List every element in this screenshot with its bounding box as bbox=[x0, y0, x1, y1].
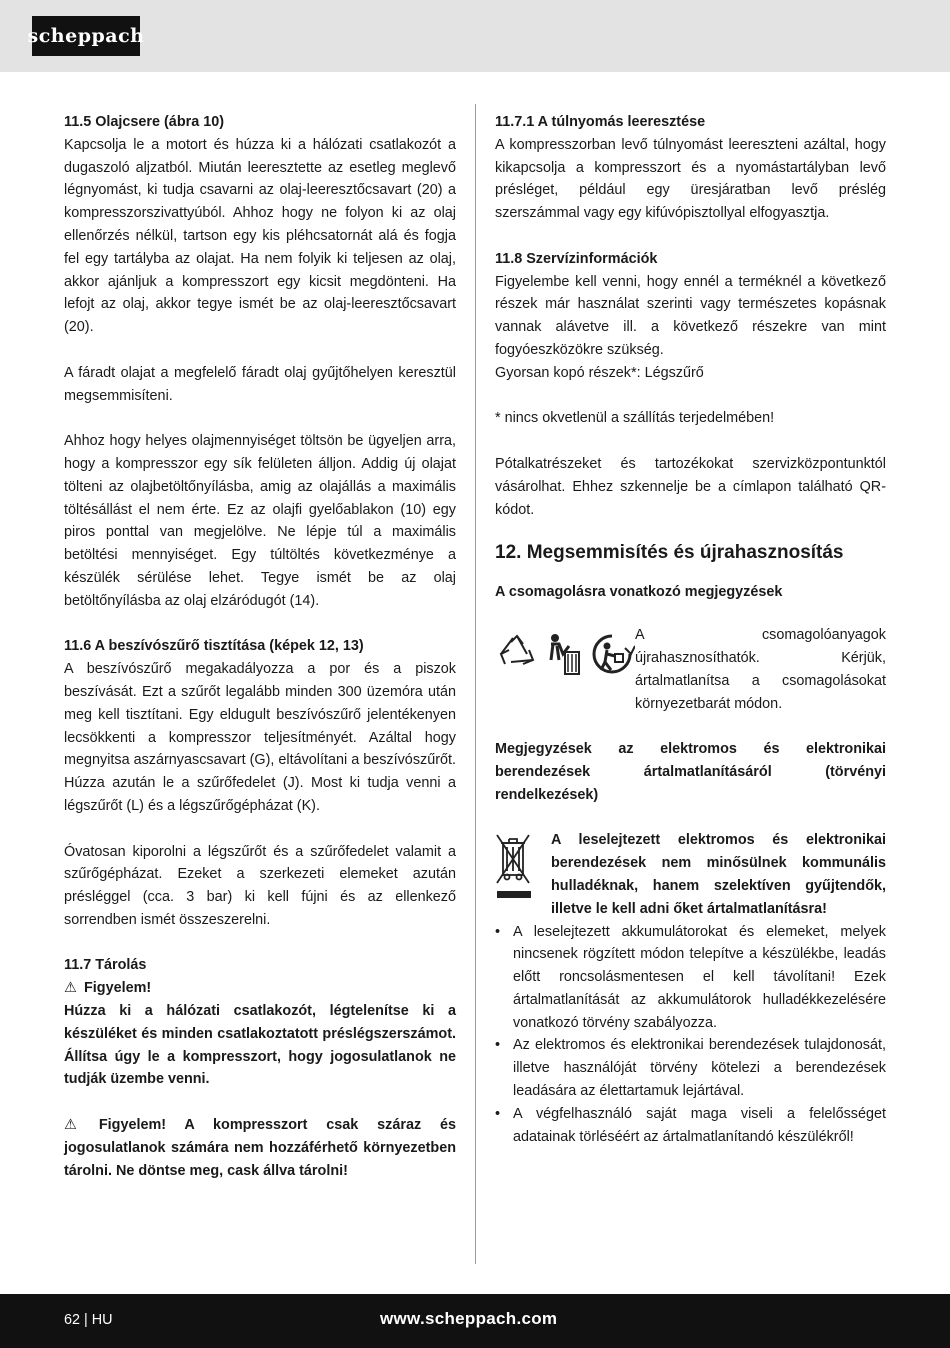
weee-text: A leselejtezett elektromos és elektronikai berendezések nem minősülnek kommunális hulladéknak, hanem szelektíven gyűjtendők, illetve le kell adni őket ártalmatlanításra! bbox=[551, 832, 886, 917]
recycle-icon bbox=[495, 632, 539, 676]
wear-parts-text: Gyorsan kopó részek*: Légszűrő bbox=[495, 364, 704, 381]
website-link[interactable]: www.scheppach.com bbox=[380, 1309, 558, 1328]
packaging-row bbox=[495, 624, 886, 715]
intake-filter-text: A beszívószűrő megakadályozza a por és a piszok beszívását. Ezt a szűrőt legalább minden 300 üzemóra után meg kell tisztítani. Egy eldugult beszívószűrő jelentékenyen lecsökkenti a kompresszor teljesítményét. Azáltal hogy megnyitsa aszárnyascsavart (G), eltávolítani a beszívószűrőt. Húzza azután le a szűrőfedelet (J). Most ki tudja venni a légszűrőt (L) és a légszűrőgépházat (K). bbox=[64, 661, 456, 814]
packaging-text: A csomagolóanyagok újrahasznosíthatók. Kérjük, ártalmatlanítsa a csomagolásokat környezetbarát módon. bbox=[635, 627, 886, 712]
warning-label: Figyelem! bbox=[84, 980, 152, 997]
section-11-6-title: 11.6 A beszívószűrő tisztítása (képek 12, 13) bbox=[64, 638, 364, 655]
packaging-title: A csomagolásra vonatkozó megjegyzések bbox=[495, 584, 783, 601]
column-divider bbox=[475, 104, 476, 1264]
header-bar bbox=[0, 0, 950, 72]
service-info-text: Figyelembe kell venni, hogy ennél a terméknél a következő részek már használat szerinti vagy természetes kopásnak vannak alávetve ill. a következő részekre van mint fogyóeszközökre szükség. bbox=[495, 273, 886, 358]
section-11-5-title: 11.5 Olajcsere (ábra 10) bbox=[64, 114, 225, 130]
oil-change-text: Kapcsolja le a motort és húzza ki a hálózati csatlakozót a dugaszoló aljzatból. Miután leeresztette az esetleg meglevő légnyomást, ki tudja csavarni az olaj-leeresztőcsavart (20) a kompresszorszivattyúból. Ahhoz hogy ne folyon ki az olaj ellenőrzés nélkül, tartson egy kis pléhcsatornát alá és fogja fel egy tartályba az olajat. Ha nem folyik ki teljesen az olaj, akkor ajánljuk a kompresszort egy kicsit megdönteni. Ha lefojt az olaj, akkor tegye ismét be az olaj-leeresztőcsavart (20). bbox=[64, 136, 456, 336]
weee-row bbox=[495, 829, 886, 920]
trash-bin-icon bbox=[545, 632, 583, 676]
storage-warning-2 bbox=[64, 1114, 456, 1182]
right-column bbox=[495, 111, 886, 1148]
storage-warning-text: Húzza ki a hálózati csatlakozót, légtelenítse ki a készüléket és minden csatlakoztatott préslégszerszámot. Állítsa úgy le a kompresszort, hogy jogosulatlanok ne tudják üzembe venni. bbox=[64, 1003, 456, 1088]
list-item: • A végfelhasználó saját maga viseli a felelősséget adatainak törléséért az ártalmatlanítandó készülékről! bbox=[495, 1103, 886, 1149]
warning-icon: ⚠ bbox=[64, 980, 77, 997]
footer-bar bbox=[0, 1294, 950, 1348]
warning-icon: ⚠ bbox=[64, 1117, 77, 1134]
list-item: • A leselejtezett akkumulátorokat és elemeket, melyek nincsenek rögzített módon telepítve a készülékbe, leadás előtt roncsolásmentesen el kell távolítani! Ezek ártalmatlanítását az akkumulátorok hulladékkezelésére vonatkozó törvény szabályozza. bbox=[495, 921, 886, 1035]
recycling-icons bbox=[495, 624, 635, 692]
recycling-person-icon bbox=[589, 632, 635, 676]
weee-title: Megjegyzések az elektromos és elektronikai berendezések ártalmatlanításáról (törvényi rendelkezések) bbox=[495, 741, 886, 803]
overpressure-text: A kompresszorban levő túlnyomást leereszteni azáltal, hogy kikapcsolja a kompresszort és a nyomástartályban levő présléget, például egy üresjáratban levő préslég szerszámmal vagy egy kifúvópisztollyal elfogyasztja. bbox=[495, 136, 886, 222]
oil-fill-text: Ahhoz hogy helyes olajmennyiséget töltsön be ügyeljen arra, hogy a kompresszor egy sík felületen álljon. Addig új olajat tölteni az olajbetöltőnyílásba, amig az olajállás a maximális töltésállást el nem érte. Ez az olajfi gyelőablakon (10) egy piros ponttal van megjelölve. Ne lépje túl a maximális betöltési mennyiséget. Egy túltöltés következménye a készülék sérülése lehet. Tegye ismét be az olaj betöltőnyílásba az olaj elzáródugót (14). bbox=[64, 433, 456, 609]
section-12-title: 12. Megsemmisítés és újrahasznosítás bbox=[495, 542, 844, 564]
scheppach-logo: scheppach bbox=[32, 16, 140, 56]
list-item: • Az elektromos és elektronikai berendezések tulajdonosát, illetve használóját törvény kötelezi a berendezések leadására az élettartamuk lejártával. bbox=[495, 1034, 886, 1102]
storage-warning-label bbox=[64, 977, 456, 1000]
disposal-bullet-list bbox=[495, 921, 886, 1149]
left-column bbox=[64, 111, 456, 1182]
section-11-7-title: 11.7 Tárolás bbox=[64, 957, 147, 974]
section-11-8-title: 11.8 Szervízinformációk bbox=[495, 250, 658, 267]
crossed-bin-icon bbox=[495, 829, 543, 911]
filter-cleaning-text: Óvatosan kiporolni a légszűrőt és a szűrőfedelet valamit a szűrőgépházat. Ezeket a szerkezeti elemeket azután présléggel (cca. 3 bar) ki kell fújni és az ellenkező sorrendben ismét összeszerelni. bbox=[64, 843, 456, 928]
section-11-7-1-title: 11.7.1 A túlnyomás leeresztése bbox=[495, 114, 706, 130]
waste-oil-text: A fáradt olajat a megfelelő fáradt olaj gyűjtőhelyen keresztül megsemmisíteni. bbox=[64, 364, 456, 404]
spare-parts-text: Pótalkatrészeket és tartozékokat szervizközpontunktól vásárolhat. Ehhez szkennelje be a címlapon található QR-kódot. bbox=[495, 455, 886, 518]
storage-warning-2-text: Figyelem! A kompresszort csak száraz és jogosulatlanok számára nem hozzáférhető környezetben tárolni. Ne döntse meg, cask állva tárolni! bbox=[64, 1117, 456, 1179]
scope-note: * nincs okvetlenül a szállítás terjedelmében! bbox=[495, 410, 775, 427]
page-number: 62 | HU bbox=[64, 1312, 113, 1328]
